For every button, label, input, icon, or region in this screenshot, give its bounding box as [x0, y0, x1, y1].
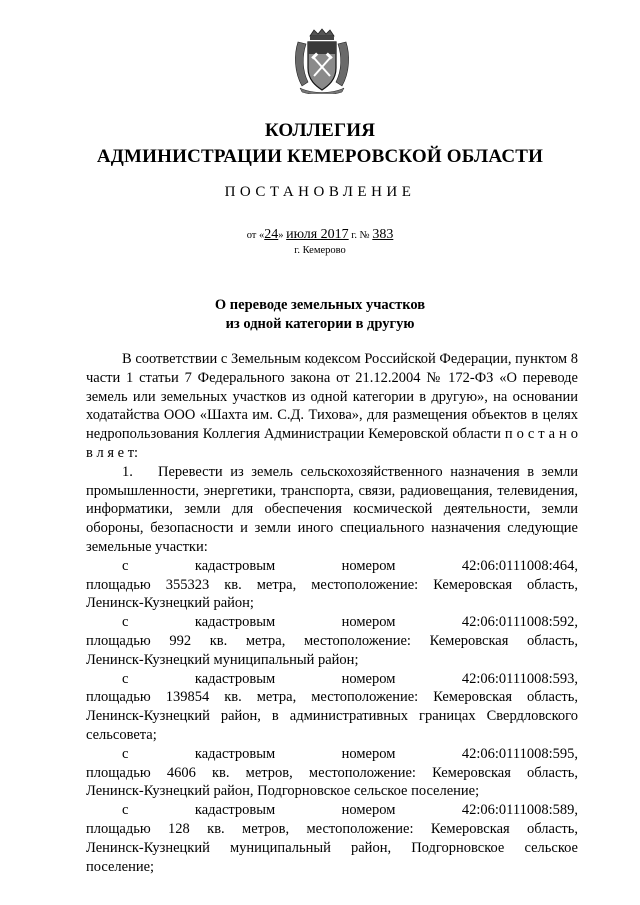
plot-cad: 42:06:0111008:593, — [461, 670, 578, 687]
org-title-line1: КОЛЛЕГИЯ — [264, 120, 376, 141]
date-suffix: г. № — [351, 230, 370, 241]
plot-line3: Ленинск-Кузнецкий район, Подгорновское сельское поселение; — [86, 783, 480, 800]
plot-line2: площадью 139854 кв. метра, местоположение: Кемеровская область, — [86, 689, 578, 706]
plot-line3: Ленинск-Кузнецкий муниципальный район, Подгорновское сельское — [86, 839, 578, 856]
subject-line2: из одной категории в другую — [225, 316, 415, 332]
plot-line3: Ленинск-Кузнецкий район, в административных границах Свердловского — [86, 708, 578, 725]
plot-w1: с — [122, 745, 129, 762]
plot-w3: номером — [341, 745, 396, 762]
plot-w3: номером — [341, 670, 396, 687]
plot-w3: номером — [341, 557, 396, 574]
document-number: 383 — [372, 227, 394, 242]
plot-cad: 42:06:0111008:595, — [461, 745, 578, 762]
plot-cadastral-line — [86, 670, 578, 689]
plot-list — [86, 557, 578, 877]
plot-w2: кадастровым — [194, 557, 276, 574]
preamble-paragraph — [86, 350, 578, 463]
plot-cad: 42:06:0111008:464, — [461, 557, 578, 574]
plot-cad: 42:06:0111008:592, — [461, 614, 578, 631]
plot-cadastral-line — [86, 557, 578, 576]
plot-w2: кадастровым — [194, 802, 276, 819]
item-1-text: Перевести из земель сельскохозяйственного назначения в земли промышленности, энергетики, транспорта, связи, радиовещания, телевидения, информатики, земли для обеспечения космической деятельности, земли обороны, безопасности и земли иного специального назначения следующие земельные участки: — [86, 463, 578, 555]
item-1-paragraph — [86, 463, 578, 557]
document-date-number — [0, 227, 640, 243]
document-type: ПОСТАНОВЛЕНИЕ — [224, 184, 416, 200]
plot-line4: поселение; — [86, 858, 155, 875]
plot-w1: с — [122, 614, 129, 631]
item-1-number: 1. — [122, 463, 133, 480]
plot-w2: кадастровым — [194, 670, 276, 687]
document-subject — [0, 296, 640, 334]
plot-entry — [86, 670, 578, 745]
plot-line2: площадью 992 кв. метра, местоположение: Кемеровская область, — [86, 632, 578, 649]
preamble-text: В соответствии с Земельным кодексом Российской Федерации, пунктом 8 части 1 статьи 7 Федерального закона от 21.12.2004 № 172-ФЗ «О переводе земель или земельных участков из одной категории в другую», на основании ходатайства ООО «Шахта им. С.Д. Тихова», для размещения объектов в целях недропользования Коллегия Администрации Кемеровской области — [86, 351, 578, 443]
resolves-word: п о с т а н о в л я е т: — [86, 426, 579, 461]
plot-w1: с — [122, 802, 129, 819]
date-prefix: от « — [246, 230, 265, 241]
document-body — [86, 350, 578, 876]
plot-w2: кадастровым — [194, 614, 276, 631]
plot-w1: с — [122, 670, 129, 687]
plot-entry — [86, 613, 578, 669]
plot-entry — [86, 557, 578, 613]
plot-cad: 42:06:0111008:589, — [461, 802, 578, 819]
plot-entry — [86, 801, 578, 876]
plot-line3: Ленинск-Кузнецкий район; — [86, 595, 254, 612]
plot-w3: номером — [341, 614, 396, 631]
subject-line1: О переводе земельных участков — [214, 297, 426, 313]
plot-line2: площадью 128 кв. метров, местоположение: Кемеровская область, — [86, 820, 578, 837]
plot-line2: площадью 355323 кв. метра, местоположение: Кемеровская область, — [86, 576, 578, 593]
plot-cadastral-line — [86, 801, 578, 820]
date-day: 24 — [264, 227, 279, 242]
org-title-line2: АДМИНИСТРАЦИИ КЕМЕРОВСКОЙ ОБЛАСТИ — [96, 146, 544, 167]
plot-w1: с — [122, 557, 129, 574]
plot-line4: сельсовета; — [86, 726, 157, 743]
city: г. Кемерово — [294, 245, 346, 256]
plot-w3: номером — [341, 802, 396, 819]
plot-entry — [86, 745, 578, 801]
plot-cadastral-line — [86, 613, 578, 632]
plot-w2: кадастровым — [194, 745, 276, 762]
plot-line3: Ленинск-Кузнецкий муниципальный район; — [86, 651, 359, 668]
coat-of-arms-emblem — [292, 28, 352, 94]
date-mid: » — [278, 230, 284, 241]
plot-cadastral-line — [86, 745, 578, 764]
plot-line2: площадью 4606 кв. метров, местоположение: Кемеровская область, — [86, 764, 578, 781]
date-month-year: июля 2017 — [286, 227, 349, 242]
